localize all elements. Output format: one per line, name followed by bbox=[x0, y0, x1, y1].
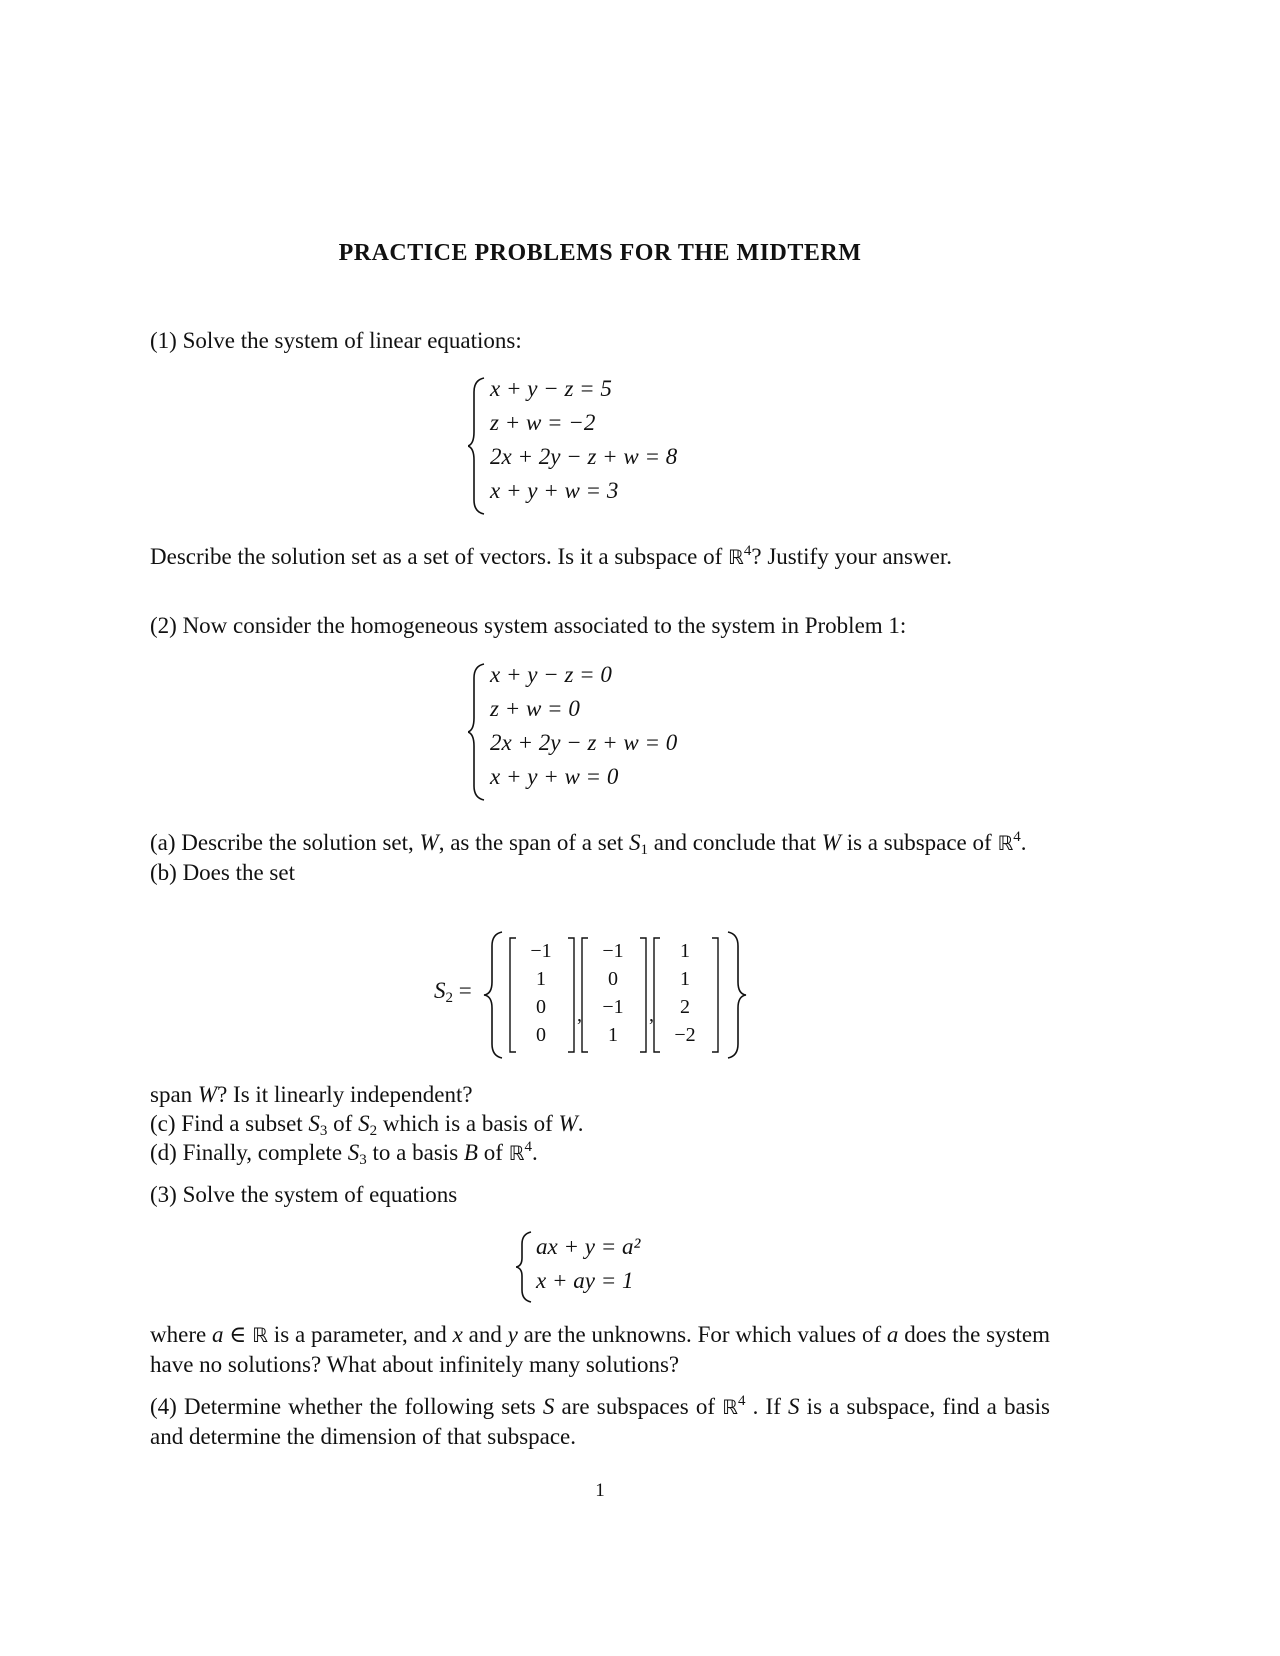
v1-entry-3: 0 bbox=[536, 996, 546, 1018]
v2-entry-2: 0 bbox=[608, 968, 618, 990]
reals-symbol: ℝ bbox=[728, 545, 744, 569]
comma: , bbox=[649, 1004, 654, 1026]
p1-equation-2: z + w = −2 bbox=[490, 410, 596, 435]
v1-entry-4: 0 bbox=[536, 1024, 546, 1046]
v3-entry-2: 1 bbox=[680, 968, 690, 990]
comma: , bbox=[577, 1004, 582, 1026]
left-brace-icon bbox=[516, 1230, 536, 1304]
v3-entry-4: −2 bbox=[674, 1024, 696, 1046]
p1-equation-3: 2x + 2y − z + w = 8 bbox=[490, 444, 678, 469]
problem-2-parts-cd: span W? Is it linearly independent? (c) Find a subset $S_3$ of $S_2$ which is a basis of W. (d) Finally, complete $S_3$ to a basis B of ℝ$^4$. bbox=[150, 1082, 584, 1168]
v1-entry-2: 1 bbox=[536, 968, 546, 990]
problem-3-system bbox=[516, 1230, 716, 1304]
page-number: 1 bbox=[595, 1480, 605, 1501]
v1-entry-1: −1 bbox=[530, 940, 552, 962]
v2-entry-4: 1 bbox=[608, 1024, 618, 1046]
p1-equation-4: x + y + w = 3 bbox=[490, 478, 619, 503]
set-s2 bbox=[420, 930, 760, 1060]
left-brace-icon bbox=[468, 376, 488, 516]
p2-equation-3: 2x + 2y − z + w = 0 bbox=[490, 730, 678, 755]
s2-label: $S_2$ = bbox=[434, 978, 472, 1006]
problem-1-intro: (1) Solve the system of linear equations: bbox=[150, 328, 522, 353]
p3-equation-2: x + ay = 1 bbox=[536, 1268, 634, 1293]
problem-1-question: Describe the solution set as a set of vectors. Is it a subspace of ℝ$^4$? Justify your answer. bbox=[150, 543, 952, 569]
problem-3-intro: (3) Solve the system of equations bbox=[150, 1182, 458, 1207]
problem-2-intro: (2) Now consider the homogeneous system associated to the system in Problem 1: bbox=[150, 613, 907, 638]
v2-entry-1: −1 bbox=[602, 940, 624, 962]
document-title: PRACTICE PROBLEMS FOR THE MIDTERM bbox=[338, 240, 862, 266]
problem-4: (4) Determine whether the following sets S are subspaces of ℝ$^4$ . If S is a subspace, find a basis and determine the dimension of that subspace. bbox=[150, 1393, 1050, 1449]
problem-2-parts-ab: (a) Describe the solution set, W, as the span of a set $S_1$ and conclude that W is a subspace of ℝ$^4$. (b) Does the set bbox=[150, 829, 1027, 885]
p2-equation-2: z + w = 0 bbox=[490, 696, 580, 721]
problem-2-part-b: (b) Does the set bbox=[150, 860, 295, 885]
p2-equation-4: x + y + w = 0 bbox=[490, 764, 619, 789]
left-brace-icon bbox=[468, 662, 488, 802]
set-brackets bbox=[420, 930, 760, 1060]
p2-equation-1: x + y − z = 0 bbox=[490, 662, 612, 687]
v3-entry-3: 2 bbox=[680, 996, 690, 1018]
problem-3-question: where a ∈ ℝ is a parameter, and x and y are the unknowns. For which values of a does the system have no solutions? What about infinitely many solutions? bbox=[150, 1322, 1051, 1377]
p1-equation-1: x + y − z = 5 bbox=[490, 376, 612, 401]
problem-1-system bbox=[468, 376, 728, 516]
problem-2-system bbox=[468, 662, 728, 802]
v2-entry-3: −1 bbox=[602, 996, 624, 1018]
p3-equation-1: ax + y = a² bbox=[536, 1234, 641, 1259]
v3-entry-1: 1 bbox=[680, 940, 690, 962]
